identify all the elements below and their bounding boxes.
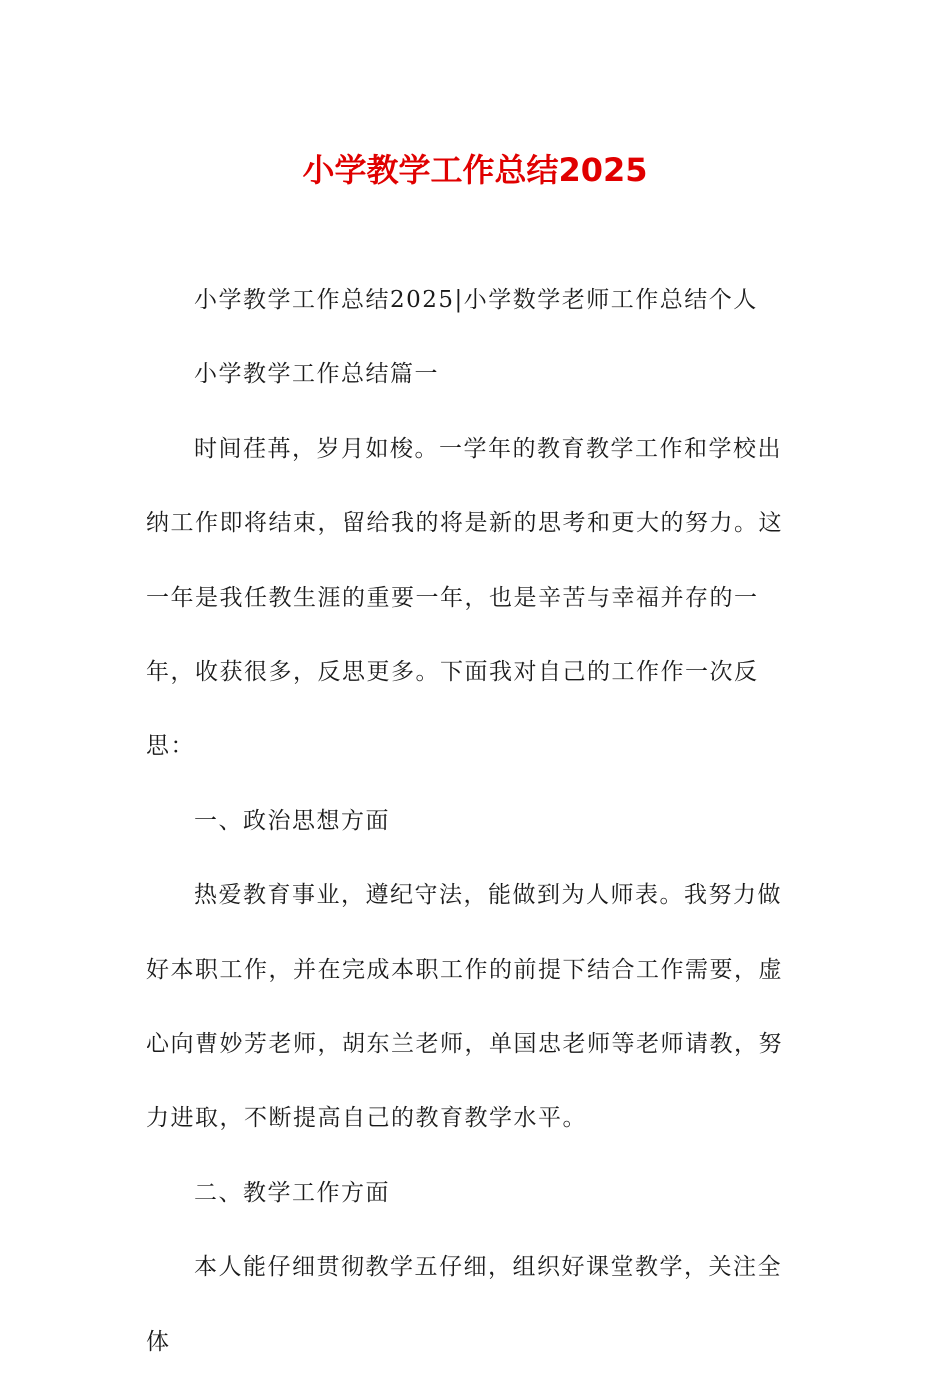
document-title: 小学教学工作总结2025 xyxy=(302,151,648,189)
paragraph-section-heading: 小学教学工作总结篇一 xyxy=(194,361,439,388)
paragraph-teaching: 本人能仔细贯彻教学五仔细，组织好课堂教学，关注全体 xyxy=(146,1254,782,1355)
heading-teaching: 二、教学工作方面 xyxy=(194,1179,390,1206)
paragraph-politics: 热爱教育事业，遵纪守法，能做到为人师表。我努力做好本职工作，并在完成本职工作的前提下结合工作需要，虚心向曹妙芳老师，胡东兰老师，单国忠老师等老师请教，努力进取，不断提高自己的教育教学水平。 xyxy=(146,882,783,1132)
document-body xyxy=(146,263,806,1379)
paragraph-intro: 时间荏苒，岁月如梭。一学年的教育教学工作和学校出纳工作即将结束，留给我的将是新的思考和更大的努力。这一年是我任教生涯的重要一年，也是辛苦与幸福并存的一年，收获很多，反思更多。下面我对自己的工作作一次反思： xyxy=(146,435,783,760)
paragraph-subtitle: 小学教学工作总结2025|小学数学老师工作总结个人 xyxy=(194,287,758,313)
heading-politics: 一、政治思想方面 xyxy=(194,807,390,834)
